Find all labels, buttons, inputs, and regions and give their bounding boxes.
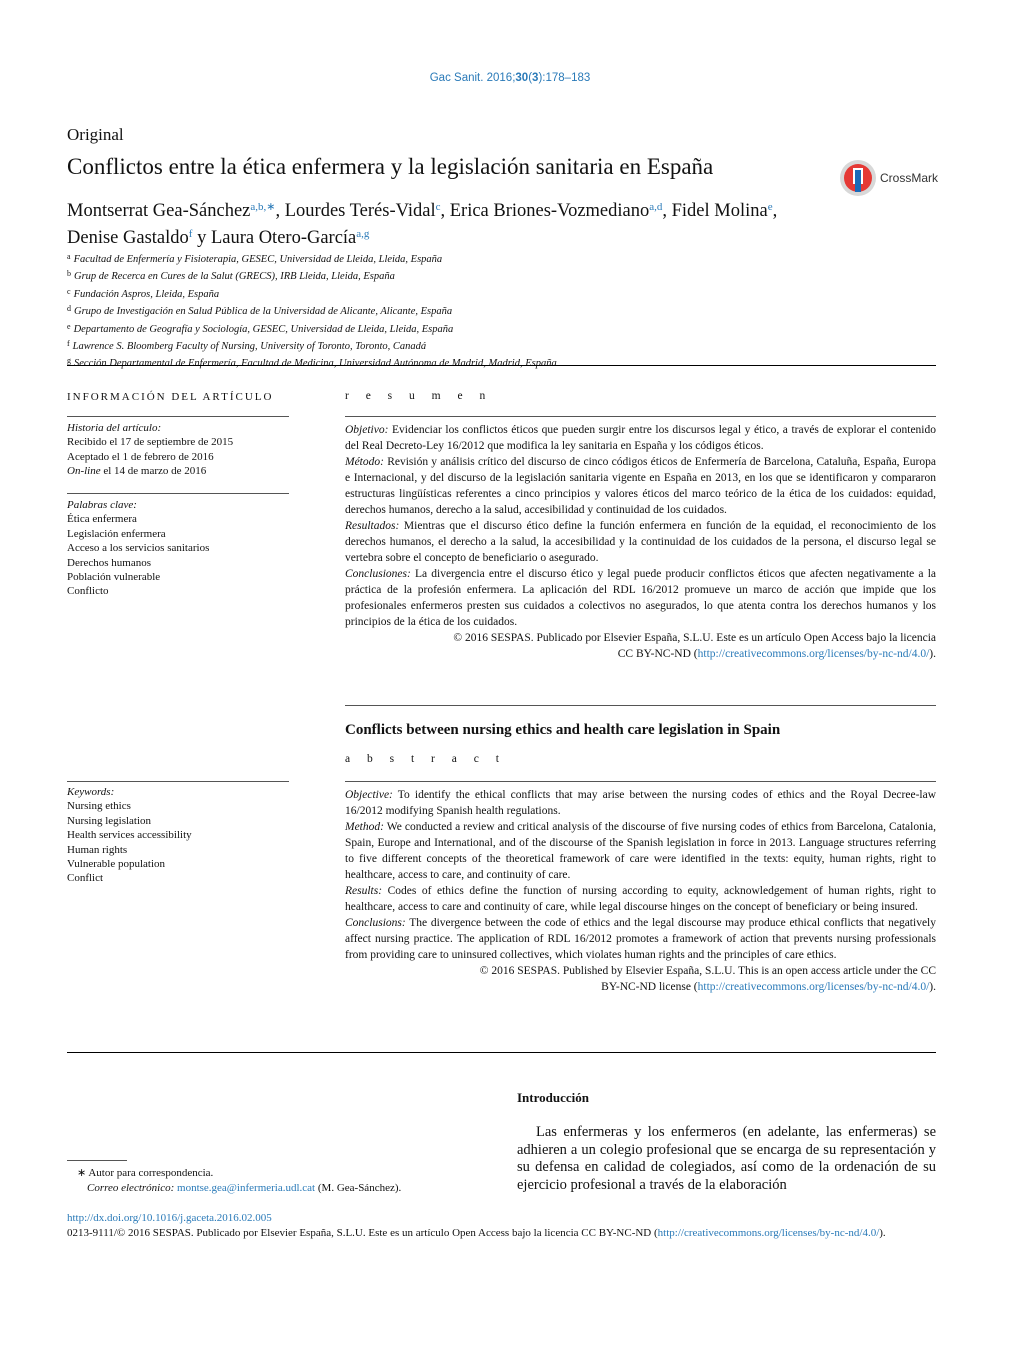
keyword: Nursing legislation	[67, 814, 152, 827]
resumen-objetivo: Objetivo: Evidenciar los conflictos éticos que pueden surgir entre los discursos legal y ético, a través de explorar el contenido del Real Decreto-Ley 16/2012 que modifica la ley sanitaria en España y los códigos éticos.	[345, 424, 936, 452]
keywords-label: Palabras clave:	[67, 499, 137, 511]
keyword: Derechos humanos	[67, 556, 152, 569]
resumen-resultados: Resultados: Mientras que el discurso ético define la función enfermera en función de la equidad, el reconocimiento de los derechos humanos, el derecho a la salud, la accesibilidad y la continuidad de los cuidados de la persona, el discurso legal se vertebra sobre el concepto de beneficiario o asegurado.	[345, 520, 936, 564]
intro-heading: Introducción	[517, 1090, 589, 1105]
affiliation-list	[67, 250, 557, 372]
issn-line: 0213-9111/© 2016 SESPAS. Publicado por Elsevier España, S.L.U. Este es un artículo Open Access bajo la licencia CC BY-NC-ND (http://creativecommons.org/licenses/by-nc-nd/4.0/).	[67, 1227, 886, 1239]
author: Montserrat Gea-Sánchez	[67, 201, 251, 221]
crossmark-label: CrossMark	[880, 171, 939, 185]
license-link[interactable]: http://creativecommons.org/licenses/by-nc-nd/4.0/	[697, 648, 930, 660]
intro-paragraph: Las enfermeras y los enfermeros (en adelante, las enfermeras) se adhieren a un colegio profesional que se encarga de su representación y su defensa en calidad de colegiados, así como de la ordenación de su ejercicio profesional a través de la elaboración	[517, 1124, 936, 1193]
keyword: Conflict	[67, 872, 104, 885]
article-history	[67, 421, 289, 479]
accepted-date: Aceptado el 1 de febrero de 2016	[67, 450, 214, 463]
received-date: Recibido el 17 de septiembre de 2015	[67, 436, 234, 449]
footnote: ∗ Autor para correspondencia. Correo electrónico: montse.gea@infermeria.udl.cat (M. Gea-Sánchez).	[77, 1167, 402, 1194]
section-label: Original	[67, 125, 124, 144]
keyword: Human rights	[67, 843, 128, 856]
keyword: Health services accessibility	[67, 829, 192, 842]
author: Lourdes Terés-Vidal	[284, 201, 436, 221]
english-title: Conflicts between nursing ethics and health care legislation in Spain	[345, 722, 781, 738]
header-divider	[67, 365, 936, 366]
crossmark-icon	[840, 160, 876, 196]
abstract-body	[345, 787, 936, 995]
resumen-heading: r e s u m e n	[345, 390, 493, 402]
online-date: On-line el 14 de marzo de 2016	[67, 465, 207, 478]
author-affil-ref[interactable]: a,d	[649, 201, 663, 213]
resumen-conclusiones: Conclusiones: La divergencia entre el discurso ético y legal puede producir conflictos éticos que afecten negativamente a la práctica de la profesión enfermera. La aplicación del RDL 16/2012 promueve un marco de acción que impide que los profesionales enfermeros presten sus cuidados a colectivos no asegurados, lo que atenta contra los derechos humanos y los principios de la ética de los cuidados.	[345, 568, 936, 628]
article-title: Conflictos entre la ética enfermera y la legislación sanitaria en España	[67, 154, 714, 179]
journal-citation[interactable]: Gac Sanit. 2016;30(3):178–183	[429, 72, 591, 84]
keyword: Población vulnerable	[67, 571, 161, 584]
author: Laura Otero-García	[210, 228, 357, 248]
article-info-heading: INFORMACIÓN DEL ARTÍCULO	[67, 391, 274, 403]
keywords-en	[67, 785, 289, 886]
abstract-heading: a b s t r a c t	[345, 753, 506, 765]
resumen-metodo: Método: Revisión y análisis crítico del discurso de cinco códigos éticos de Enfermería de Barcelona, Cataluña, España, Europa e Internacional, y del discurso de la legislación sanitaria vigente en España en 2013, en los que se identificaron y compararon estructuras lingüísticas referentes a cinco principios y valores éticos del marco teórico de la ética de los cuidados: equidad, derechos humanos, derecho a la salud, accesibilidad y continuidad de los cuidados.	[345, 456, 936, 516]
keywords-en-divider	[67, 781, 289, 782]
author: Fidel Molina	[671, 201, 768, 221]
footnote-divider	[67, 1160, 127, 1161]
author-affil-ref[interactable]: a,g	[356, 228, 370, 240]
keyword: Conflicto	[67, 585, 109, 598]
keyword: Legislación enfermera	[67, 527, 166, 540]
resumen-body	[345, 422, 936, 662]
abstract-divider	[345, 781, 936, 782]
email-link[interactable]: montse.gea@infermeria.udl.cat	[177, 1182, 316, 1194]
author: Denise Gastaldo	[67, 228, 189, 248]
abstract-results: Results: Codes of ethics define the function of nursing according to equity, acknowledgement of human rights, right to healthcare, access to care and continuity of care, while legal discourse hinges on the concept of beneficiary or being insured.	[345, 885, 936, 913]
section-divider	[345, 705, 936, 706]
keyword: Nursing ethics	[67, 800, 131, 813]
abstract-conclusions: Conclusions: The divergence between the code of ethics and the legal discourse may produce ethical conflicts that negatively affect nursing practice. The application of RDL 16/2012 promotes a framework of action that prevents nursing professionals from providing care to uninsured collectives, which violates human rights and the principles of care ethics.	[345, 917, 936, 961]
doi-link[interactable]: http://dx.doi.org/10.1016/j.gaceta.2016.02.005	[67, 1212, 272, 1224]
author-affil-ref[interactable]: f	[188, 228, 193, 240]
affiliation: $^a$ Facultad de Enfermería y Fisioterapia, GESEC, Universidad de Lleida, Lleida, España	[67, 252, 443, 265]
history-label: Historia del artículo:	[67, 422, 162, 434]
affiliation: $^d$ Grupo de Investigación en Salud Pública de la Universidad de Alicante, Alicante, España	[67, 304, 453, 318]
abstract-copyright: © 2016 SESPAS. Published by Elsevier España, S.L.U. This is an open access article under the CC BY-NC-ND license (http://creativecommons.org/licenses/by-nc-nd/4.0/).	[479, 965, 936, 993]
resumen-copyright: © 2016 SESPAS. Publicado por Elsevier España, S.L.U. Este es un artículo Open Access bajo la licencia CC BY-NC-ND (http://creativecommons.org/licenses/by-nc-nd/4.0/).	[453, 632, 936, 660]
author-affil-ref[interactable]: c	[435, 201, 441, 213]
abstract-method: Method: We conducted a review and critical analysis of the discourse of five nursing codes of ethics from Barcelona, Catalonia, Spain, Europe and International, and of the discourse of the Spanish legislation in force in 2013. Language structures referring to five different concepts of the theoretical framework of care were identified in the texts: equity, human rights, right to healthcare, access to care, and continuity of care.	[345, 821, 936, 881]
abstract-objective: Objective: To identify the ethical conflicts that may arise between the nursing codes of ethics and the Royal Decree-law 16/2012 modifying Spanish health regulations.	[345, 789, 936, 817]
keywords-es	[67, 498, 289, 599]
keywords-en-label: Keywords:	[67, 786, 115, 798]
affiliation: $^c$ Fundación Aspros, Lleida, España	[67, 286, 220, 300]
crossmark-badge[interactable]	[840, 160, 938, 196]
affiliation: $^g$ Sección Departamental de Enfermería, Facultad de Medicina, Universidad Autónoma de Madrid, Madrid, España	[67, 356, 557, 370]
affiliation: $^b$ Grup de Recerca en Cures de la Salut (GRECS), IRB Lleida, Lleida, España	[67, 269, 395, 283]
license-link[interactable]: http://creativecommons.org/licenses/by-nc-nd/4.0/	[657, 1227, 880, 1239]
author-affil-ref[interactable]: e	[767, 201, 773, 213]
author-affil-ref[interactable]: a,b,∗	[250, 201, 276, 213]
affiliation: $^f$ Lawrence S. Bloomberg Faculty of Nursing, University of Toronto, Toronto, Canadá	[67, 339, 427, 353]
keywords-divider	[67, 493, 289, 494]
keyword: Ética enfermera	[67, 513, 137, 526]
article-info-divider	[67, 416, 289, 417]
affiliation: $^e$ Departamento de Geografía y Sociología, GESEC, Universidad de Lleida, Lleida, España	[67, 321, 454, 335]
license-link[interactable]: http://creativecommons.org/licenses/by-nc-nd/4.0/	[697, 981, 930, 993]
intro-body	[517, 1124, 936, 1194]
abstract-end-divider	[67, 1052, 936, 1053]
keyword: Vulnerable population	[67, 858, 166, 871]
author-list: Montserrat Gea-Sánchez$^{a,b,∗}$, Lourdes Terés-Vidal$^c$, Erica Briones-Vozmediano$^{a,d}$, Fidel Molina$^e$, Denise Gastaldo$^f$ y Laura Otero-García$^{a,g}$	[67, 201, 778, 248]
author: Erica Briones-Vozmediano	[449, 201, 650, 221]
resumen-divider	[345, 416, 936, 417]
keyword: Acceso a los servicios sanitarios	[67, 542, 210, 555]
